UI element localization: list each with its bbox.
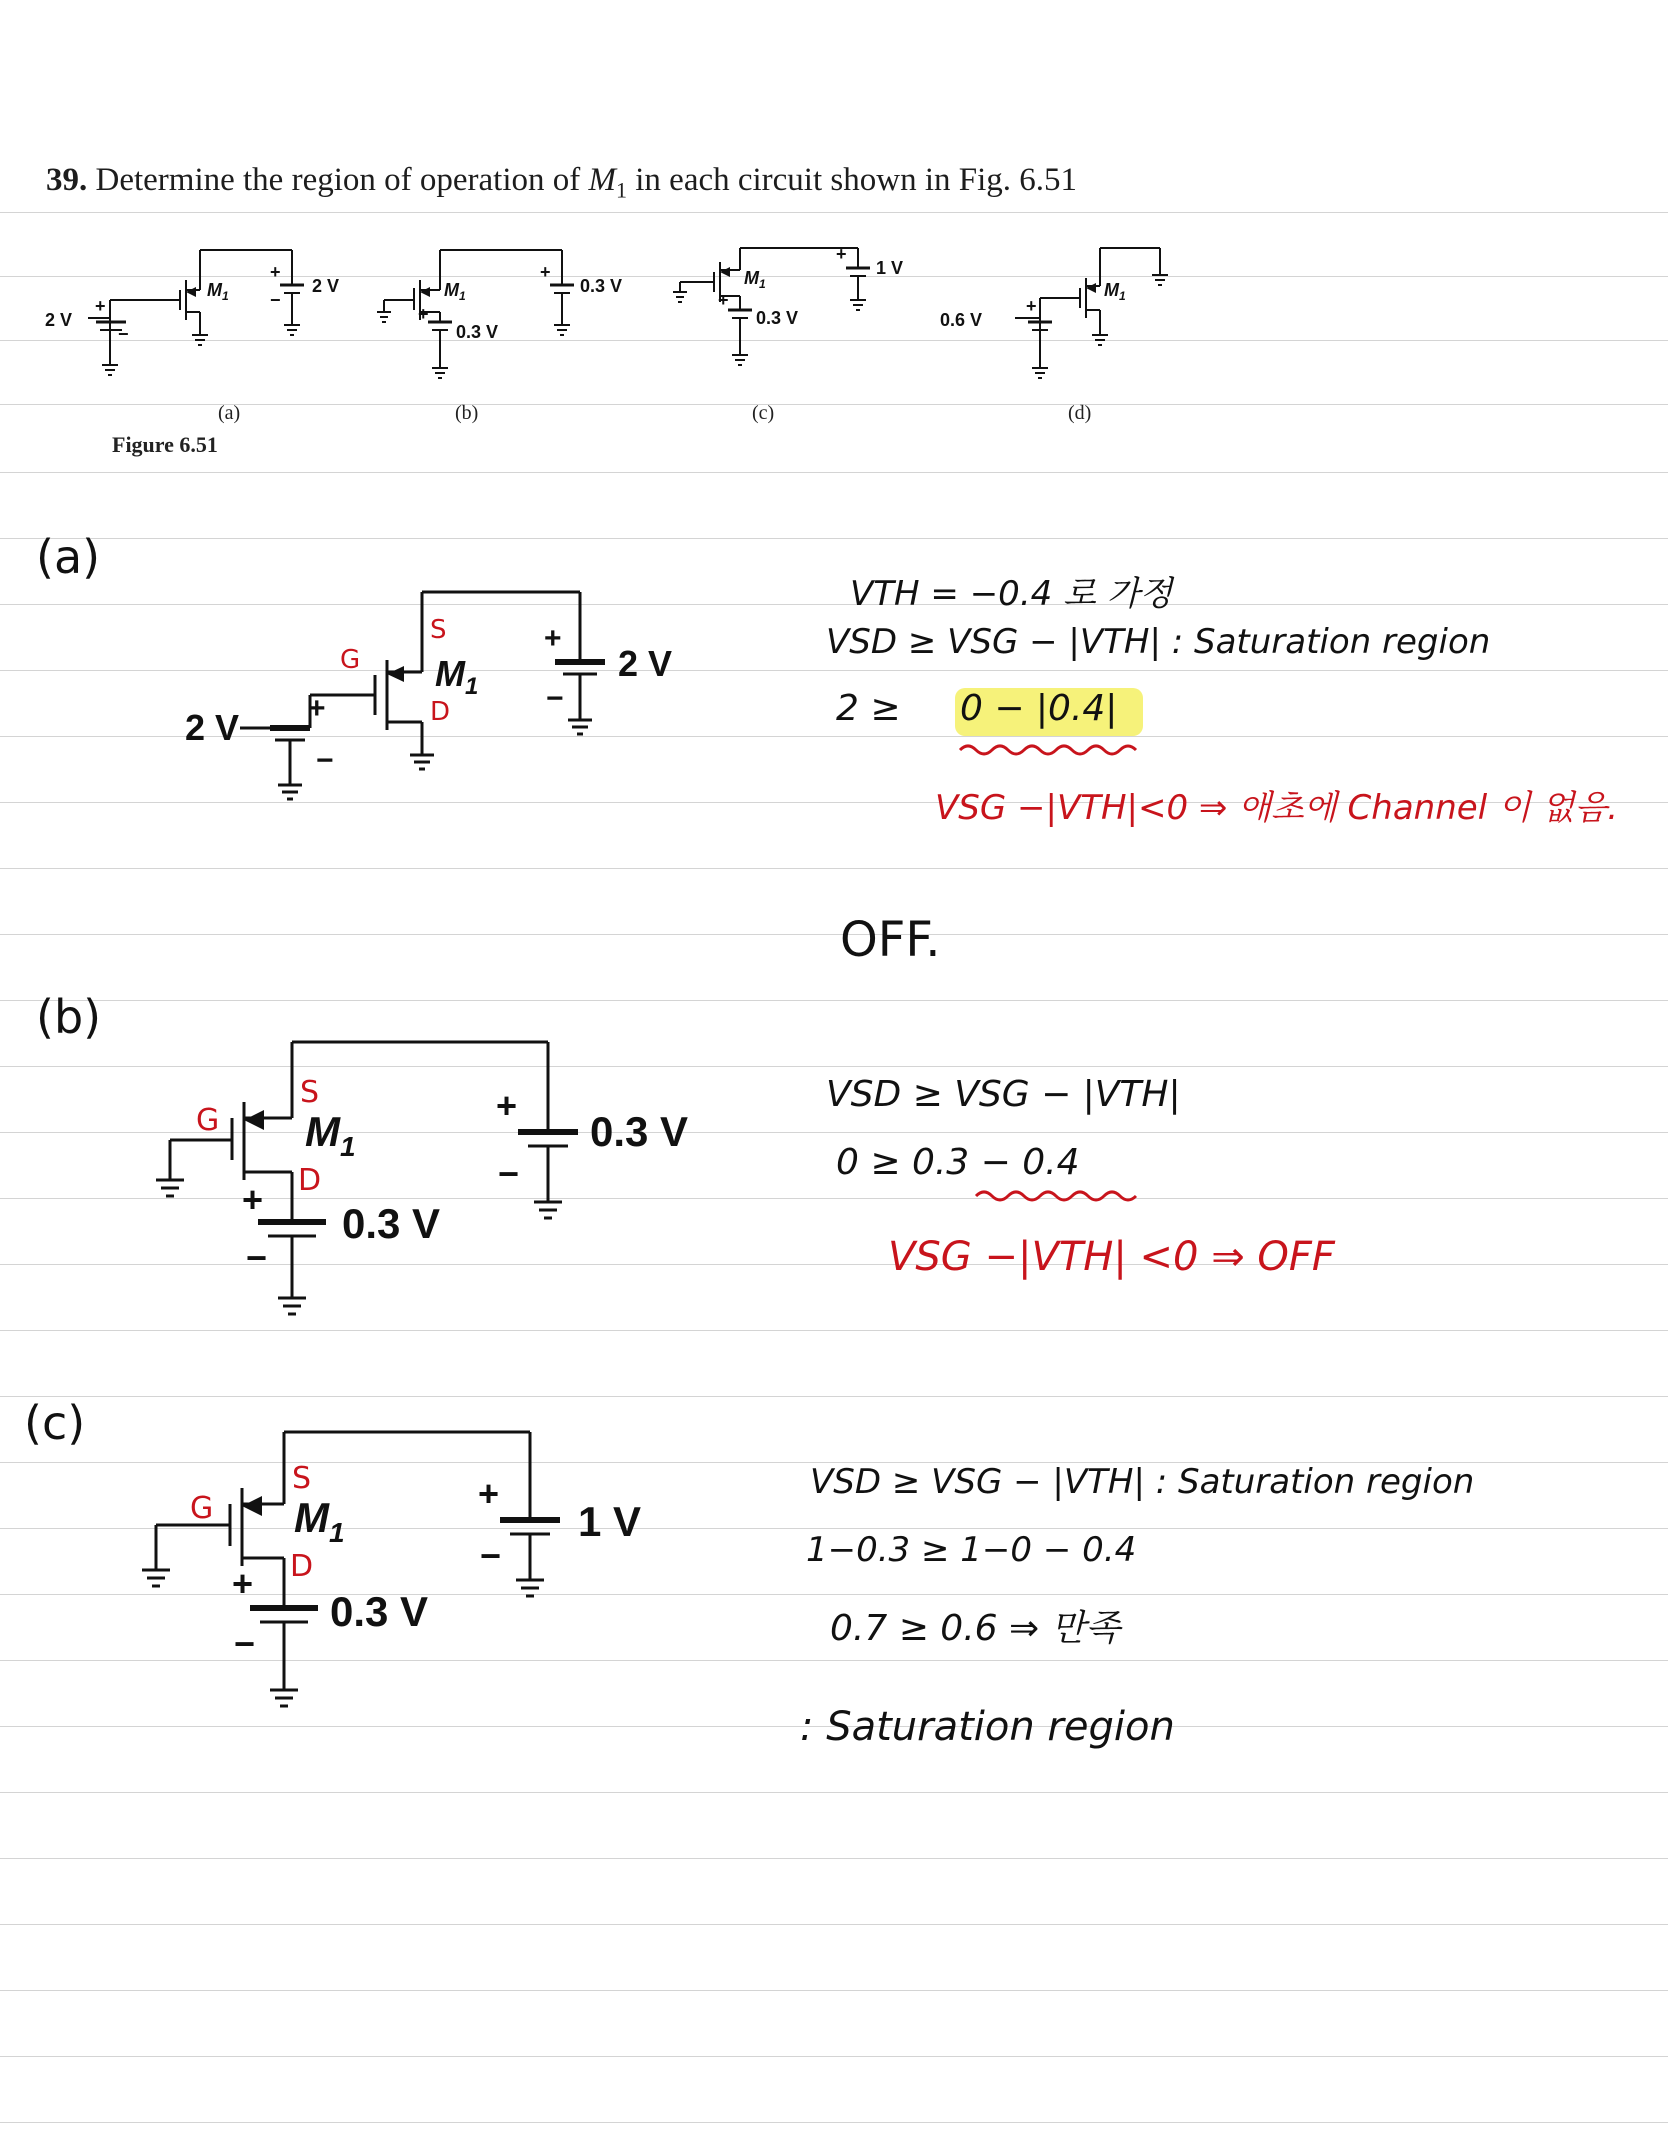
plus: + [836,244,847,264]
minus: − [498,1153,520,1194]
plus: + [478,1473,500,1514]
plus: + [232,1563,254,1604]
problem-text-after: in each circuit shown in Fig. 6.51 [627,162,1078,198]
squiggle-a [960,740,1160,760]
part-label-a: (a) [36,530,101,584]
sol-a-line5: OFF. [840,912,941,968]
sol-a-line3-lhs: 2 ≥ [836,688,912,729]
plus: + [418,304,429,324]
fig-a-gate-v: 2 V [45,310,73,330]
problem-var: M [588,162,616,198]
ruled-line [0,1396,1668,1397]
sol-b-line2: 0 ≥ 0.3 − 0.4 [836,1142,1080,1183]
circuit-b [160,1030,760,1330]
plus: + [1026,296,1037,316]
circuit-c-g-label: G [190,1491,214,1526]
fig-a-m: $M_1$ [207,280,229,303]
fig-d-gate-v: 0.6 V [940,310,983,330]
fig-c-m: $M_1$ [744,268,766,291]
problem-sub: 1 [616,177,627,203]
plus: + [308,692,326,725]
ruled-line [0,538,1668,539]
minus: − [118,324,129,344]
sol-a-line3-hl: 0 − |0.4| [959,688,1118,729]
circuit-c-source-v: 1 V [578,1498,642,1545]
plus: + [242,1179,264,1220]
sol-b-line1: VSD ≥ VSG − |VTH| [826,1074,1181,1115]
circuit-c-s-label: S [292,1461,312,1496]
circuit-c [130,1420,730,1740]
fig-d-m: $M_1$ [1104,280,1126,303]
circuit-a-s-label: S [430,615,447,645]
sol-a-line1: VTH = −0.4 로 가정 [850,574,1173,614]
ruled-line [0,1990,1668,1991]
minus: − [270,290,281,310]
plus: + [544,622,562,655]
ruled-line [0,2122,1668,2123]
plus: + [718,290,729,310]
sol-a-line3 [836,688,1117,729]
plus: + [540,262,551,282]
fig-sublabel-d: (d) [1068,402,1092,424]
circuit-b-d-label: D [298,1163,322,1198]
circuit-a-d-label: D [430,697,451,727]
problem-text-before: Determine the region of operation of [95,162,589,198]
problem-number: 39. [46,162,88,198]
fig-b-gate-v: 0.3 V [580,276,623,296]
ruled-line [0,472,1668,473]
ruled-line [0,1792,1668,1793]
figure-6-51 [0,0,1668,460]
circuit-a-g-label: G [340,645,361,675]
minus: − [234,1623,256,1664]
circuit-a [160,580,720,810]
plus: + [270,262,281,282]
fig-b-m: $M_1$ [444,280,466,303]
fig-sublabel-b: (b) [455,402,479,424]
ruled-line [0,1924,1668,1925]
circuit-b-source-v: 0.3 V [342,1200,441,1247]
part-label-b: (b) [36,990,102,1044]
fig-c-drain-v: 1 V [876,258,904,278]
minus: − [480,1535,502,1576]
minus: − [546,682,564,715]
circuit-c-d-label: D [290,1549,314,1584]
sol-c-line3: 0.7 ≥ 0.6 ⇒ 만족 [830,1608,1121,1649]
fig-sublabel-a: (a) [218,402,241,424]
minus: − [246,1237,268,1278]
ruled-line [0,1330,1668,1331]
circuit-a-source-v: 2 V [618,643,673,684]
sol-c-line1: VSD ≥ VSG − |VTH| : Saturation region [810,1462,1475,1502]
ruled-line [0,1858,1668,1859]
sol-a-line4: VSG −|VTH|<0 ⇒ 애초에 Channel 이 없음. [935,788,1619,828]
circuit-a-gate-v: 2 V [185,707,240,748]
ruled-line [0,934,1668,935]
circuit-a-m: $M_1$ [435,653,479,700]
squiggle-b [976,1186,1156,1206]
ruled-line [0,868,1668,869]
figure-caption: Figure 6.51 [112,432,218,457]
sol-c-line2: 1−0.3 ≥ 1−0 − 0.4 [806,1530,1137,1570]
sol-b-line3: VSG −|VTH| <0 ⇒ OFF [888,1234,1335,1280]
circuit-b-s-label: S [300,1075,320,1110]
minus: − [316,744,334,777]
circuit-b-gate-v: 0.3 V [590,1108,689,1155]
fig-b-source-v: 0.3 V [456,322,499,342]
circuit-b-g-label: G [196,1103,220,1138]
sol-c-line4: : Saturation region [800,1704,1175,1750]
fig-sublabel-c: (c) [752,402,775,424]
ruled-line [0,1000,1668,1001]
plus: + [95,296,106,316]
ruled-line [0,2056,1668,2057]
circuit-b-m: $M_1$ [305,1108,356,1162]
fig-c-gate-v: 0.3 V [756,308,799,328]
sol-a-line2: VSD ≥ VSG − |VTH| : Saturation region [826,622,1491,662]
plus: + [496,1085,518,1126]
fig-a-drain-v: 2 V [312,276,340,296]
circuit-c-m: $M_1$ [294,1494,345,1548]
part-label-c: (c) [24,1396,86,1450]
circuit-c-gate-v: 0.3 V [330,1588,429,1635]
